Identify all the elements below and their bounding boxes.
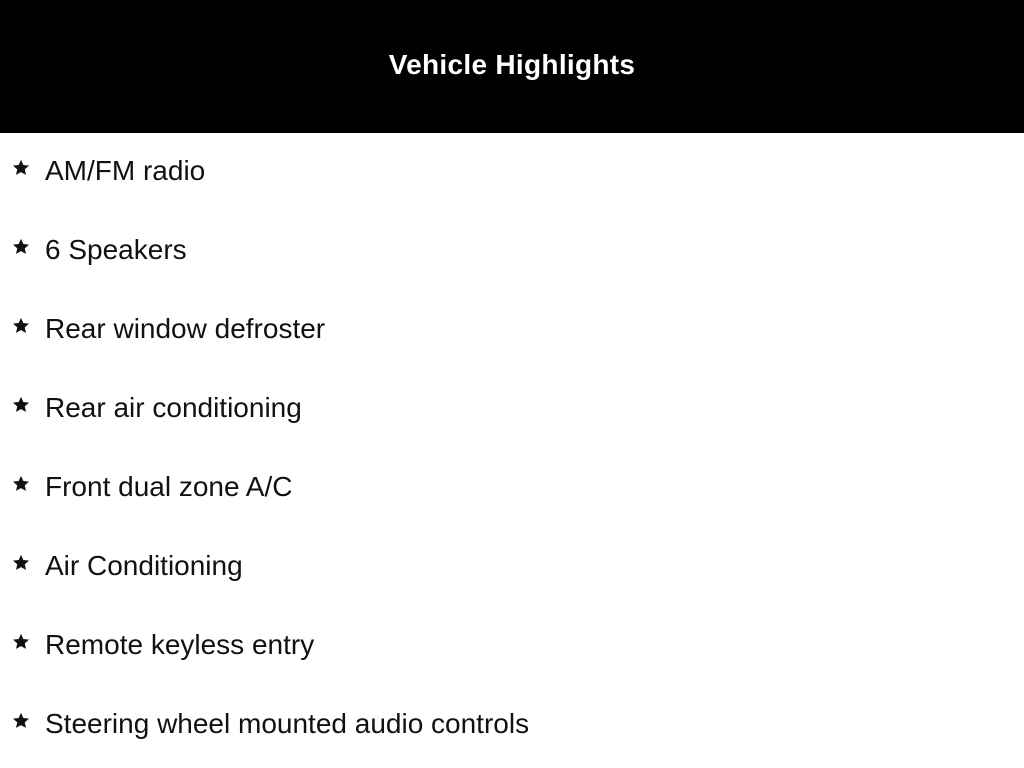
list-item-label: Rear air conditioning [45,392,302,423]
list-item [0,686,1024,765]
list-item [0,133,1024,212]
highlights-list [0,133,1024,765]
star-icon [11,553,31,573]
star-icon [11,316,31,336]
list-item [0,370,1024,449]
header-bar [0,0,1024,133]
list-item-label: Air Conditioning [45,550,243,581]
list-item-label: Steering wheel mounted audio controls [45,708,530,739]
star-icon [11,474,31,494]
list-item-label: Rear window defroster [45,313,326,344]
page-title: Vehicle Highlights [388,48,636,80]
star-icon [11,237,31,257]
list-item-label: 6 Speakers [45,234,187,265]
list-item [0,449,1024,528]
star-icon [11,711,31,731]
list-item-label: Front dual zone A/C [45,471,293,502]
star-icon [11,395,31,415]
star-icon [11,632,31,652]
list-item [0,607,1024,686]
list-item [0,291,1024,370]
list-item-label: AM/FM radio [45,155,206,186]
list-item-label: Remote keyless entry [45,629,315,660]
star-icon [11,158,31,178]
list-item [0,528,1024,607]
list-item [0,212,1024,291]
